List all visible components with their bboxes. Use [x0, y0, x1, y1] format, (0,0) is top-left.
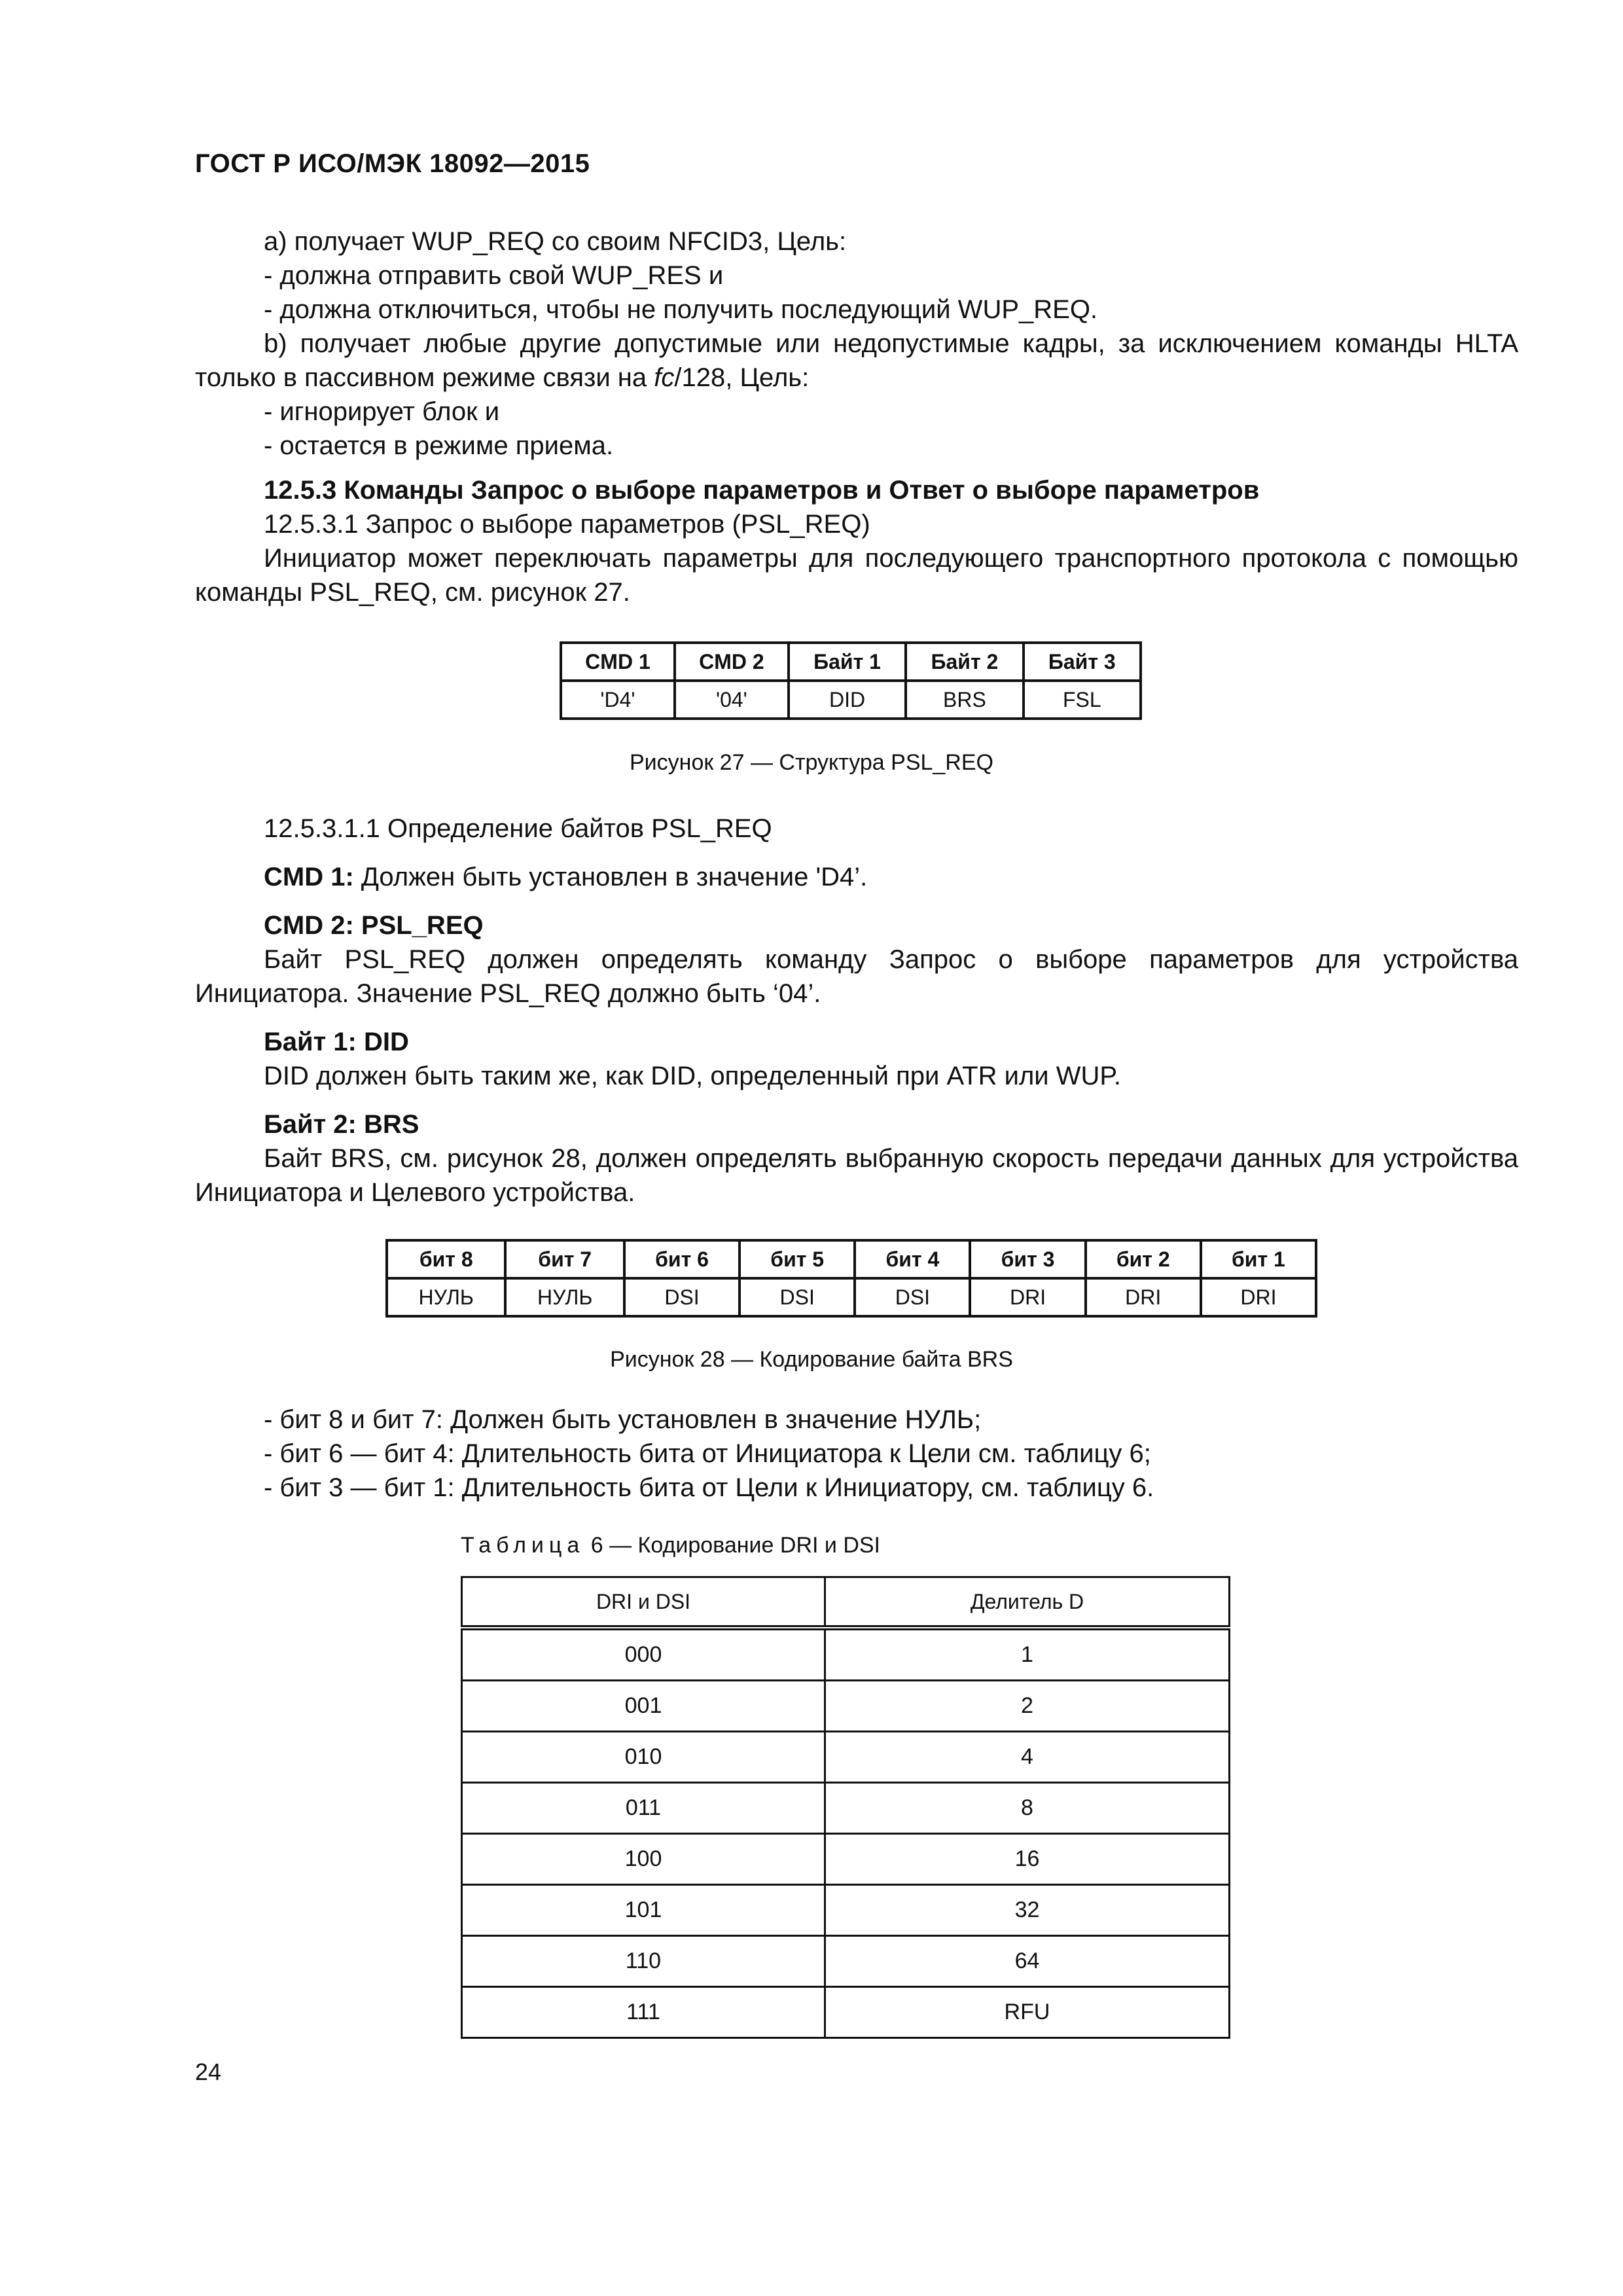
table-cell: 1: [825, 1628, 1230, 1681]
table-row: [462, 1834, 1230, 1885]
table-cell: 32: [825, 1885, 1230, 1936]
field-heading: Байт 1: DID: [264, 1028, 409, 1056]
table-cell: 000: [462, 1628, 825, 1681]
table-header-cell: Байт 1: [789, 643, 906, 681]
body-top: [195, 224, 1518, 609]
table-cell: 2: [825, 1681, 1230, 1732]
subsection-heading: 12.5.3.1.1 Определение байтов PSL_REQ: [264, 814, 772, 843]
paragraph: - должна отключиться, чтобы не получить последующий WUP_REQ.: [264, 295, 1098, 324]
table-cell: BRS: [906, 681, 1023, 719]
table-cell: FSL: [1024, 681, 1141, 719]
table-row: [462, 1681, 1230, 1732]
table-cell: 'D4': [561, 681, 675, 719]
table-header-cell: бит 4: [855, 1240, 970, 1278]
table-cell: RFU: [825, 1987, 1230, 2038]
table-cell: DRI: [1086, 1278, 1201, 1316]
section-heading: 12.5.3 Команды Запрос о выборе параметров и Ответ о выборе параметров: [264, 476, 1260, 505]
table-cell: 8: [825, 1783, 1230, 1834]
table-row: [462, 1732, 1230, 1783]
figure-27-table: [560, 641, 1142, 720]
table-header-cell: бит 6: [624, 1240, 740, 1278]
table-row: [462, 1936, 1230, 1987]
paragraph: a) получает WUP_REQ со своим NFCID3, Цель:: [264, 227, 847, 256]
table-header-cell: Байт 2: [906, 643, 1023, 681]
table-cell: '04': [675, 681, 789, 719]
table-header-cell: бит 2: [1086, 1240, 1201, 1278]
paragraph: - должна отправить свой WUP_RES и: [264, 261, 724, 290]
list-item: - бит 6 — бит 4: Длительность бита от Инициатора к Цели см. таблицу 6;: [264, 1439, 1151, 1468]
table-6-caption: Таблица 6 — Кодирование DRI и DSI: [461, 1533, 881, 1558]
table-cell: 16: [825, 1834, 1230, 1885]
list-item: - бит 3 — бит 1: Длительность бита от Цели к Инициатору, см. таблицу 6.: [264, 1473, 1154, 1502]
paragraph: - игнорирует блок и: [264, 397, 500, 426]
table-cell: 110: [462, 1936, 825, 1987]
table-header-cell: CMD 2: [675, 643, 789, 681]
table-cell: 100: [462, 1834, 825, 1885]
table-cell: DRI: [1201, 1278, 1316, 1316]
table-cell: 111: [462, 1987, 825, 2038]
paragraph: Байт BRS, см. рисунок 28, должен определять выбранную скорость передачи данных для устройства Инициатора и Целевого устройства.: [195, 1144, 1518, 1207]
table-header-cell: бит 1: [1201, 1240, 1316, 1278]
table-row: [462, 1628, 1230, 1681]
table-row: [462, 1987, 1230, 2038]
table-cell: 001: [462, 1681, 825, 1732]
table-header-cell: бит 5: [740, 1240, 855, 1278]
table-cell: 101: [462, 1885, 825, 1936]
table-header-cell: бит 8: [387, 1240, 505, 1278]
paragraph: Байт PSL_REQ должен определять команду Запрос о выборе параметров для устройства Инициатора. Значение PSL_REQ должно быть ‘04’.: [195, 945, 1518, 1008]
table-cell: НУЛЬ: [387, 1278, 505, 1316]
table-header-cell: Байт 3: [1024, 643, 1141, 681]
table-cell: DSI: [624, 1278, 740, 1316]
table-cell: 011: [462, 1783, 825, 1834]
figure-28-table: [385, 1239, 1317, 1318]
bits-list: [195, 1403, 1518, 1505]
table-header-cell: Делитель D: [825, 1577, 1230, 1628]
table-6: [461, 1576, 1230, 2039]
table-row: [462, 1783, 1230, 1834]
list-item: - бит 8 и бит 7: Должен быть установлен в значение НУЛЬ;: [264, 1405, 982, 1434]
table-header-cell: CMD 1: [561, 643, 675, 681]
table-cell: 010: [462, 1732, 825, 1783]
subsection-heading: 12.5.3.1 Запрос о выборе параметров (PSL_REQ): [264, 510, 870, 539]
table-cell: НУЛЬ: [505, 1278, 624, 1316]
page-number: 24: [195, 2058, 222, 2085]
paragraph: - остается в режиме приема.: [264, 431, 614, 460]
figure-28-caption: Рисунок 28 — Кодирование байта BRS: [610, 1347, 1013, 1372]
body-middle: [195, 812, 1518, 1210]
paragraph: b) получает любые другие допустимые или недопустимые кадры, за исключением команды HLTA только в пассивном режиме связи на fc/128, Цель:: [195, 329, 1518, 392]
paragraph: Инициатор может переключать параметры для последующего транспортного протокола с помощью команды PSL_REQ, см. рисунок 27.: [195, 544, 1518, 607]
table-cell: 4: [825, 1732, 1230, 1783]
table-cell: 64: [825, 1936, 1230, 1987]
paragraph: CMD 1: Должен быть установлен в значение 'D4’.: [264, 863, 868, 891]
table-cell: DID: [789, 681, 906, 719]
table-header-cell: DRI и DSI: [462, 1577, 825, 1628]
table-cell: DRI: [970, 1278, 1085, 1316]
table-header-cell: бит 7: [505, 1240, 624, 1278]
figure-27-caption: Рисунок 27 — Структура PSL_REQ: [630, 750, 993, 775]
document-header: ГОСТ Р ИСО/МЭК 18092—2015: [195, 149, 590, 178]
field-heading: Байт 2: BRS: [264, 1110, 419, 1139]
table-cell: DSI: [740, 1278, 855, 1316]
table-cell: DSI: [855, 1278, 970, 1316]
table-header-cell: бит 3: [970, 1240, 1085, 1278]
paragraph: DID должен быть таким же, как DID, определенный при ATR или WUP.: [264, 1062, 1122, 1090]
table-row: [462, 1885, 1230, 1936]
field-heading: CMD 2: PSL_REQ: [264, 911, 484, 940]
